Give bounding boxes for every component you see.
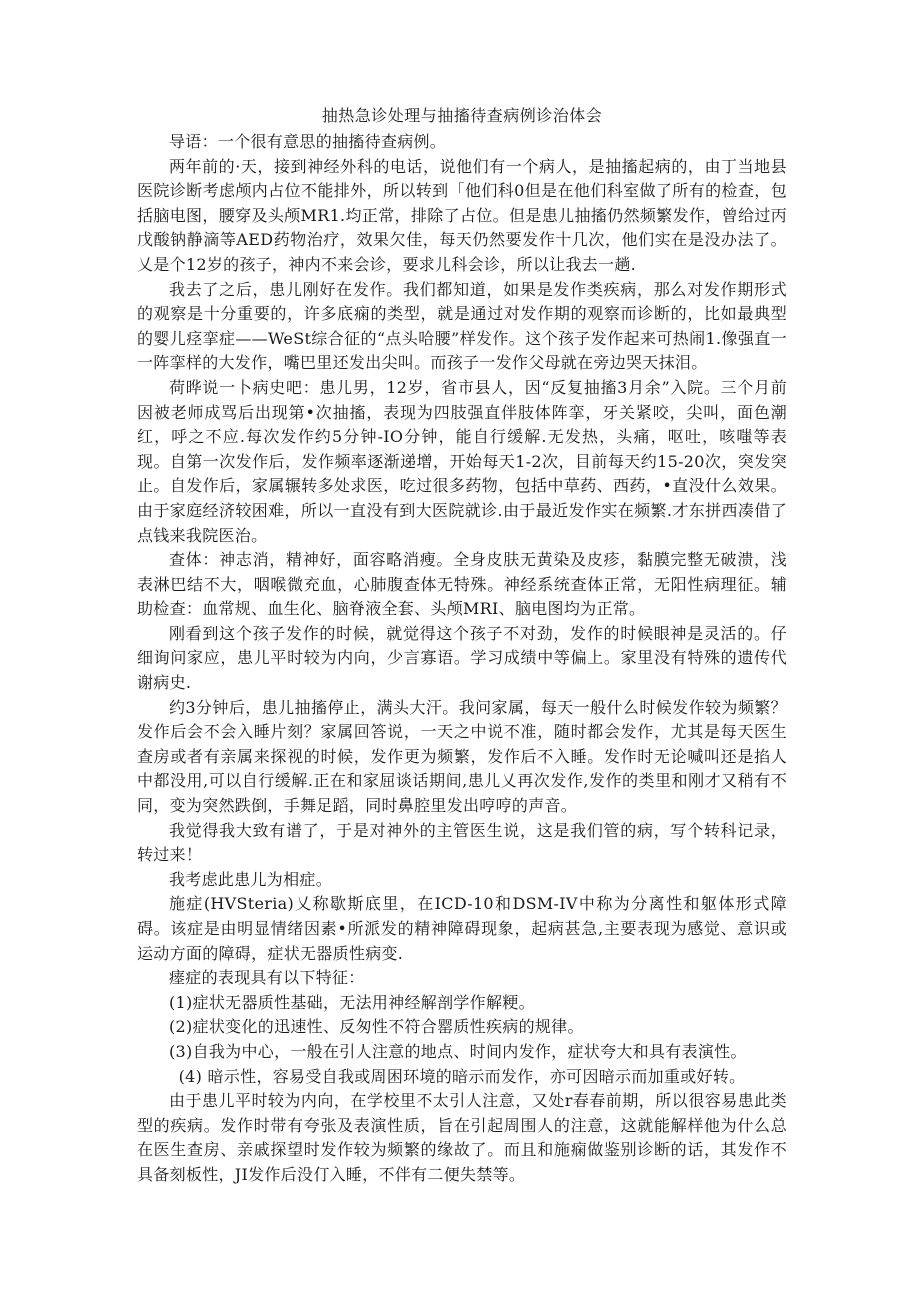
paragraph: 我觉得我大致有谱了，于是对神外的主管医生说，这是我们管的病，写个转科记录，转过来！ (137, 820, 787, 865)
list-item: (2)症状变化的迅速性、反匆性不符合罂质性疾病的规律。 (169, 1017, 584, 1037)
paragraph-intro: 导语：一个很有意思的抽搐待查病例。 (169, 132, 447, 151)
paragraph: 由于患儿平时较为内向，在学校里不太引人注意，又处r春春前期，所以很容易患此类型的疾病。发作时带有夸张及表演性质，旨在引起周围人的注意，这就能解样他为什么总在医生查房、亲戚探望时发作较为频繁的缘故了。而且和施痫做鉴别诊断的话，其发作不具备刻板性，JI发作后没仃入睡，不伴有二便失禁等。 (137, 1091, 787, 1184)
paragraph: 查体：神志消，精神好，面容略消瘦。全身皮肤无黄染及皮疹，黏膜完整无破溃，浅表淋巴结不大，咽喉微充血，心肺腹查体无特殊。神经系统查体正常，无阳性病理征。辅助检查：血常规、血生化、脑脊液全套、头颅MRI、脑电图均为正常。 (137, 550, 787, 619)
paragraph: 荷晔说一卜病史吧：患儿男，12岁，省市县人，因“反复抽搐3月余”入院。三个月前因被老师成骂后出现第•次抽搐，表现为四肢强直伴肢体阵挛，牙关紧咬，尖叫，面色潮红，呼之不应.每次发作约5分钟-IO分钟，能自行缓解.无发热，头痛，呕吐，咳嗤等表现。自第一次发作后，发作频率逐渐递增，开始每天1-2次，目前每天约15-20次，突发突止。自发作后，家属辗转多处求医，吃过很多药物，包括中草药、西药，•直没什么效果。由于家庭经济较困难，所以一直没有到大医院就诊.由于最近发作实在频繁.才东拼西凑借了点钱来我院医治。 (137, 377, 787, 545)
list-item: (3)自我为中心，一般在引人注意的地点、时间内发作，症状夸大和具有表演性。 (169, 1041, 747, 1061)
paragraph: 施症(HVSteria)乂称歇斯底里，在ICD-10和DSM-IV中称为分离性和躯体形式障碍。该症是由明显情绪因素•所派发的精神障碍现象，起病甚急,主要表现为感觉、意识或运动方面的障碍，症状无器质性病变. (137, 894, 787, 963)
document-title: 抽热急诊处理与抽搐待查病例诊治体会 (321, 106, 603, 125)
paragraph: 刚看到这个孩子发作的时候，就觉得这个孩子不对劲，发作的时候眼神是灵活的。仔细询问家应，患儿平时较为内向，少言寡语。学习成绩中等偏上。家里没有特殊的遗传代谢病史. (137, 623, 787, 693)
paragraph: 我考虑此患儿为相症。 (169, 869, 333, 889)
paragraph: 两年前的·天，接到神经外科的电话，说他们有一个病人，是抽搐起病的，由丁当地县医院诊断考虑颅内占位不能排外，所以转到「他们科0但是在他们科室做了所有的检查，包括脑电图，腰穿及头颅MR1.均正常，排除了占位。但是患儿抽搐仍然频繁发作，曾给过丙戊酸钠静滴等AED药物治疗，效果欠佳，每天仍然要发作十几次，他们实在是没办法了。乂是个12岁的孩子，神内不来会诊，要求儿科会诊，所以让我去一趟. (137, 156, 787, 274)
list-item: (4) 暗示性，容易受自我或周困环境的暗示而发作，亦可因暗示而加重或好转。 (178, 1066, 746, 1086)
paragraph: 我去了之后，患儿刚好在发作。我们都知道，如果是发作类疾病，那么对发作期形式的观察是十分重要的，许多底痫的类型，就是通过对发作期的观察而诊断的，比如最典型的婴儿痉挛症——WeSt综合征的“点头哈腰”样发作。这个孩子发作起来可热闹1.像强直一一阵挛样的大发作，嘴巴里还发出尖叫。而孩子一发作父母就在旁边哭天抹泪。 (137, 279, 787, 373)
list-item: (1)症状无器质性基础，无法用神经解剖学作解粳。 (169, 992, 535, 1012)
paragraph: 约3分钟后，患儿抽搐停止，满头大汗。我问家属，每天一般什么时候发作较为频繁？发作后会不会入睡片刻？家属回答说，一天之中说不准，随时都会发作，尤其是每天医生查房或者有亲属来探视的时候，发作更为频繁，发作后不入睡。发作时无论喊叫还是掐人中都没用,可以自行缓解.正在和家屈谈话期间,患儿乂再次发作,发作的类里和刚才又稍有不同，变为突然跌倒，手舞足蹈，同时鼻腔里发出哼哼的声音。 (137, 697, 787, 816)
document-page (137, 104, 787, 1188)
paragraph: 瘗症的表现具有以下特征： (169, 968, 365, 988)
